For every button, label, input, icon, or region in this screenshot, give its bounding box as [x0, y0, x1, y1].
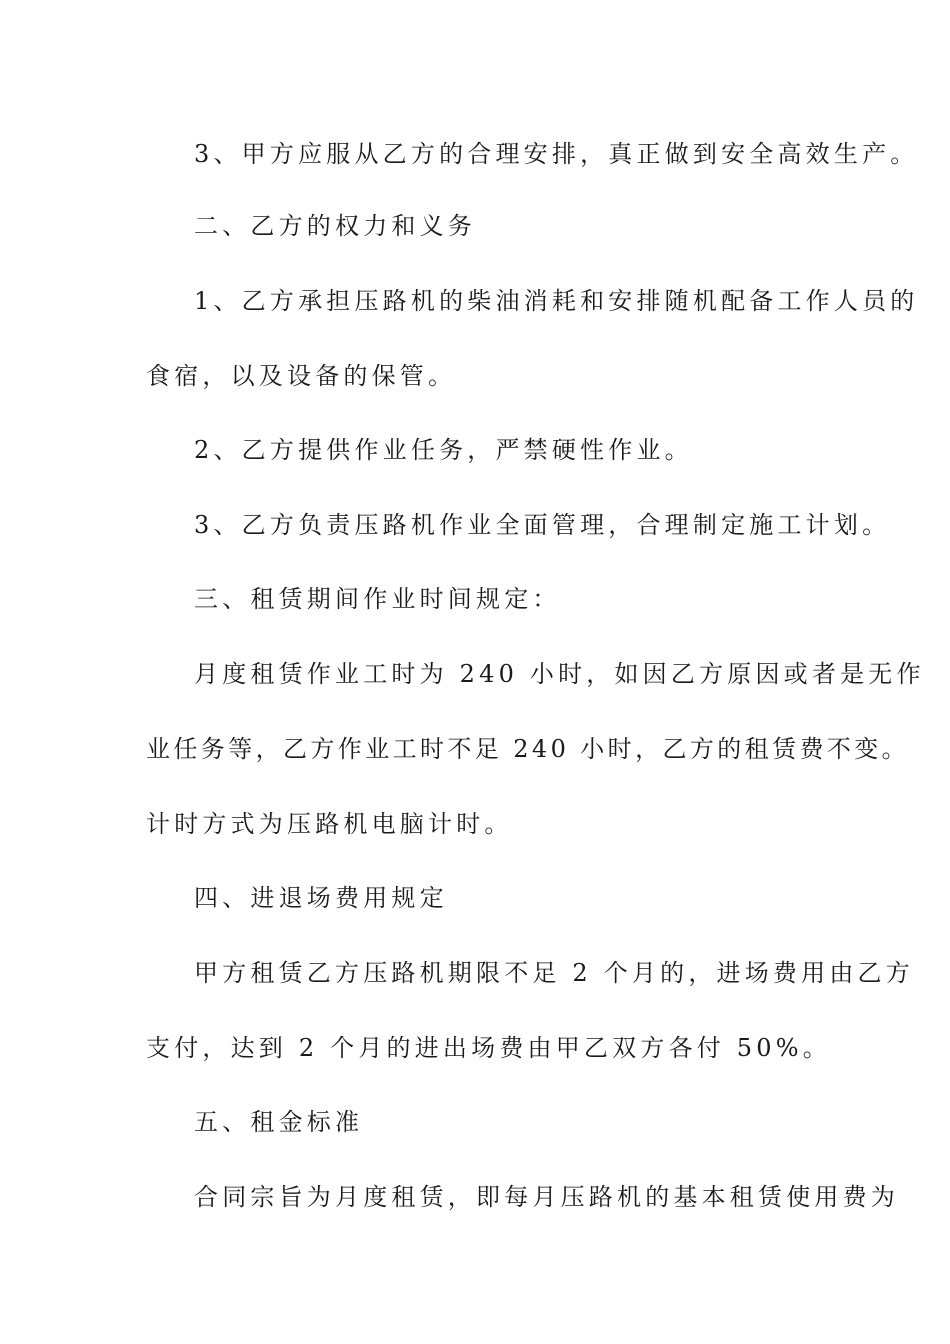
paragraph-rent-standard: 合同宗旨为月度租赁，即每月压路机的基本租赁使用费为: [194, 1183, 899, 1211]
section-heading-2: 二、乙方的权力和义务: [194, 212, 476, 240]
section-heading-5: 五、租金标准: [194, 1108, 364, 1136]
clause-2-2: 2、乙方提供作业任务，严禁硬性作业。: [194, 436, 693, 464]
paragraph-work-hours-continued: 业任务等，乙方作业工时不足 240 小时，乙方的租赁费不变。: [146, 735, 910, 763]
clause-2-1-continued: 食宿，以及设备的保管。: [146, 362, 457, 390]
clause-2-1: 1、乙方承担压路机的柴油消耗和安排随机配备工作人员的: [194, 287, 919, 315]
paragraph-entry-fee-continued: 支付，达到 2 个月的进出场费由甲乙双方各付 50%。: [146, 1034, 831, 1062]
section-heading-4: 四、进退场费用规定: [194, 884, 448, 912]
paragraph-work-hours: 月度租赁作业工时为 240 小时，如因乙方原因或者是无作: [194, 660, 925, 688]
paragraph-entry-fee: 甲方租赁乙方压路机期限不足 2 个月的，进场费用由乙方: [194, 959, 914, 987]
clause-1-3: 3、甲方应服从乙方的合理安排，真正做到安全高效生产。: [194, 140, 919, 168]
clause-2-3: 3、乙方负责压路机作业全面管理，合理制定施工计划。: [194, 511, 891, 539]
section-heading-3: 三、租赁期间作业时间规定：: [194, 585, 561, 613]
paragraph-timing-method: 计时方式为压路机电脑计时。: [146, 810, 513, 838]
